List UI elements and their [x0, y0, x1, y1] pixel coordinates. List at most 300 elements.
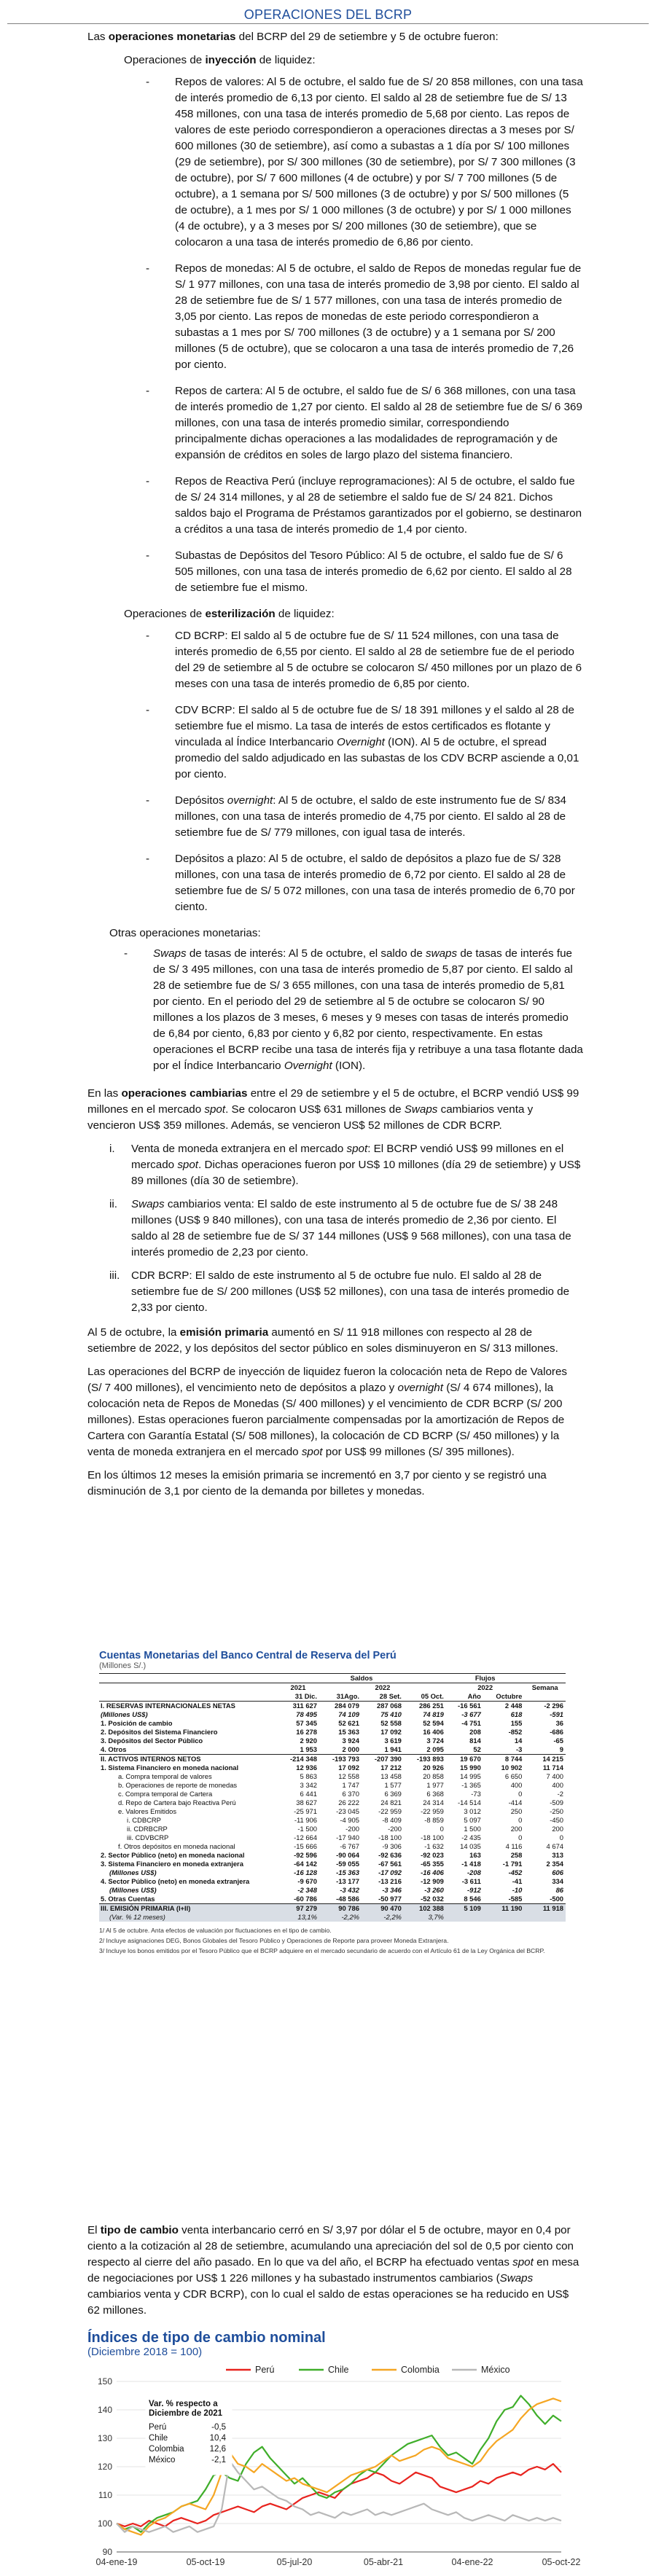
injection-post: de liquidez:	[256, 54, 316, 66]
inset-row-value: 10,4	[209, 2434, 226, 2443]
intro-post: del BCRP del 29 de setiembre y 5 de octubre fueron:	[235, 31, 499, 43]
row-label: I. RESERVAS INTERNACIONALES NETAS	[101, 1702, 235, 1710]
table-row	[99, 1825, 566, 1833]
row-label: 1. Sistema Financiero en moneda nacional	[101, 1763, 239, 1772]
table-body	[99, 1702, 566, 1922]
row-value: -912	[467, 1886, 481, 1894]
row-value: -59 055	[336, 1860, 359, 1868]
row-value: -10	[512, 1886, 523, 1894]
table-row	[99, 1710, 566, 1719]
row-value: -250	[550, 1807, 563, 1815]
sterilization-bold: esterilización	[205, 608, 276, 620]
row-value: 6 368	[426, 1790, 444, 1798]
row-value: -2,2%	[383, 1913, 402, 1921]
row-label: (Var. % 12 meses)	[109, 1913, 165, 1921]
row-value: 1 953	[300, 1745, 317, 1753]
sterilization-pre: Operaciones de	[124, 608, 206, 620]
row-label: II. ACTIVOS INTERNOS NETOS	[99, 1755, 277, 1764]
header-2022-saldos: 2022	[375, 1683, 391, 1691]
row-value: -591	[550, 1710, 563, 1718]
row-value: -18 100	[421, 1833, 444, 1841]
table-row	[99, 1763, 566, 1772]
sw-b: de tasas de interés fue de S/ 3 495 millones, con una tasa de interés promedio de 5,87 por ciento. El saldo al 28 de setiembre fue de S/ 3 655 millones, con una tasa de interés promedio de 5,81 por ciento. En el periodo del 29 de setiembre al 5 de octubre se colocaron S/ 90 millones a los plazos de 3 meses, 6 meses y 9 meses con tasas de interés promedio de 6,84 por ciento, 6,83 por ciento y 6,82 por ciento, respectivamente. En estas operaciones el BCRP recibe una tasa de interés fija y retribuye a una tasa flotante dada por el Índice Interbancario	[153, 947, 583, 1072]
col-31-dic: 31 Dic.	[294, 1692, 317, 1700]
row-value: -18 100	[378, 1833, 402, 1841]
fxi1-i: Swaps	[131, 1198, 165, 1210]
y-tick-label: 140	[97, 2405, 112, 2415]
row-value: -207 390	[362, 1755, 404, 1764]
row-label: (Millones US$)	[109, 1868, 157, 1876]
row-value: -65 355	[421, 1860, 444, 1868]
row-value	[524, 1913, 566, 1922]
table-row	[99, 1877, 566, 1886]
row-value: 334	[552, 1877, 563, 1885]
row-label: e. Valores Emitidos	[118, 1807, 177, 1815]
row-value: 814	[469, 1737, 481, 1745]
x-tick-label: 04-ene-19	[95, 2557, 138, 2567]
intro-paragraph	[87, 29, 583, 45]
row-value: 78 495	[296, 1710, 317, 1718]
other-ops-list	[87, 946, 583, 1074]
table-row	[99, 1851, 566, 1860]
fx-rate-paragraph	[87, 2223, 583, 2319]
row-value: 4 116	[505, 1842, 523, 1850]
row-value: 618	[510, 1710, 523, 1718]
row-label: c. Compra temporal de Cartera	[118, 1790, 213, 1798]
table-row	[99, 1790, 566, 1798]
row-value: 19 670	[446, 1755, 483, 1764]
table-row	[99, 1807, 566, 1816]
row-value: 6 650	[504, 1772, 523, 1780]
row-label: f. Otros depósitos en moneda nacional	[118, 1842, 235, 1850]
row-label: 4. Sector Público (neto) en moneda extranjera	[101, 1877, 250, 1885]
intro-bold: operaciones monetarias	[108, 31, 236, 43]
row-value: -13 177	[336, 1877, 359, 1885]
row-value: 24 314	[423, 1798, 444, 1806]
row-label: d. Repo de Cartera bajo Reactiva Perú	[118, 1798, 236, 1806]
fxr-i1: spot	[512, 2256, 534, 2268]
sterilization-post: de liquidez:	[275, 608, 335, 620]
row-value: 75 410	[380, 1710, 402, 1718]
fx-ops-item-spot	[109, 1141, 583, 1189]
os-b: (S/ 4 674 millones), la colocación neta de Repos de Monedas (S/ 400 millones) y el vencimiento de CDR BCRP (S/ 200 millones). Estas operaciones fueron parcialmente compensadas por la amortización de Repos de Cartera con Garantía Estatal (S/ 508 millones), la colocación de CD BCRP (S/ 450 millones) y la venta de moneda extranjera en el mercado	[87, 1382, 565, 1458]
row-label: i. CDBCRP	[127, 1816, 161, 1824]
fxi2-a: CDR BCRP: El saldo de este instrumento al 5 de octubre fue nulo. El saldo al 28 de setiembre fue de S/ 200 millones (US$ 52 millones), con una tasa de interés promedio de 2,33 por ciento.	[131, 1269, 570, 1314]
col-05-oct: 05 Oct.	[421, 1692, 444, 1700]
row-value: -92 636	[378, 1851, 402, 1859]
row-value: 2 920	[300, 1737, 317, 1745]
row-value: 2 000	[342, 1745, 359, 1753]
row-value: -2	[557, 1790, 563, 1798]
em-post: aumentó en S/ 11 918 millones con respecto al 28 de setiembre de 2022, y los depósitos del sector público en soles disminuyeron en S/ 313 millones.	[87, 1326, 558, 1355]
header-semana: Semana	[531, 1683, 558, 1691]
table-subtitle: (Millones S/.)	[99, 1661, 147, 1670]
col-28-set: 28 Set.	[379, 1692, 402, 1700]
fxo-i1: spot	[204, 1103, 226, 1116]
row-value: 5 863	[300, 1772, 317, 1780]
row-label: 2. Sector Público (neto) en moneda nacional	[101, 1851, 245, 1859]
row-value: 52 594	[423, 1719, 444, 1727]
row-value: -14 514	[458, 1798, 481, 1806]
table-row	[99, 1702, 566, 1711]
row-value: -64 142	[294, 1860, 317, 1868]
row-value: -509	[550, 1798, 563, 1806]
sw-a: de tasas de interés: Al 5 de octubre, el saldo de	[186, 947, 426, 960]
intro-pre: Las	[87, 31, 109, 43]
row-value: 14 995	[460, 1772, 481, 1780]
chart-subtitle: (Diciembre 2018 = 100)	[87, 2346, 203, 2358]
row-value: -2,2%	[341, 1913, 359, 1921]
y-tick-label: 150	[97, 2376, 112, 2387]
table-row	[99, 1737, 566, 1745]
row-value: -52 032	[421, 1895, 444, 1903]
fxr-i2: Swaps	[499, 2272, 534, 2285]
row-value: 14 215	[524, 1755, 566, 1764]
table-header-row-3	[99, 1692, 566, 1702]
row-value: 26 222	[338, 1798, 359, 1806]
legend-label: Chile	[328, 2365, 349, 2375]
row-value: -12 909	[421, 1877, 444, 1885]
table-title: Cuentas Monetarias del Banco Central de Reserva del Perú	[99, 1650, 397, 1661]
x-tick-label: 05-jul-20	[276, 2557, 313, 2567]
table-note: 3/ Incluye los bonos emitidos por el Tesoro Público que el BCRP adquiere en el mercado secundario de acuerdo con el Artículo 61 de la Ley Orgánica del BCRP.	[99, 1947, 545, 1954]
row-value: -25 971	[294, 1807, 317, 1815]
row-value: -1 365	[461, 1781, 481, 1789]
row-value: 16 278	[296, 1728, 317, 1736]
monetary-operations-section	[87, 29, 583, 1507]
row-value: 36	[555, 1719, 563, 1727]
fxo-i2: Swaps	[404, 1103, 438, 1116]
table-row	[99, 1842, 566, 1851]
row-value: -3 677	[461, 1710, 481, 1718]
injection-item-repo-valores: - Repos de valores: Al 5 de octubre, el saldo fue de S/ 20 858 millones, con una tasa de interés promedio de 6,13 por ciento. El saldo al 28 de setiembre fue de S/ 13 458 millones, con una tasa de interés promedio de 5,68 por ciento. Las repos de valores de este periodo correspondieron a operaciones directas a 3 meses por S/ 600 millones (30 de setiembre), así como a subastas a 1 día por S/ 100 millones (29 de setiembre), por S/ 300 millones (30 de setiembre), por S/ 7 300 millones (3 de octubre), por S/ 7 600 millones (4 de octubre) y por S/ 7 700 millones (5 de octubre), a 1 semana por S/ 500 millones (3 de octubre) y por S/ 500 millones (5 de octubre), a 1 mes por S/ 1 000 millones (3 de octubre) y por S/ 1 000 millones (4 de octubre), y a 3 meses por S/ 200 millones (30 de setiembre), que se colocaron a una tasa de interés promedio de 6,86 por ciento.	[146, 74, 583, 251]
row-value: -48 586	[336, 1895, 359, 1903]
row-value: -450	[550, 1816, 563, 1824]
row-value: 286 251	[418, 1702, 444, 1710]
row-value: -4 905	[340, 1816, 359, 1824]
row-value: -11 906	[294, 1816, 317, 1824]
row-value: 14 035	[460, 1842, 481, 1850]
row-value: 57 345	[296, 1719, 317, 1727]
row-value: 1 941	[384, 1745, 402, 1753]
row-value: 1 577	[384, 1781, 402, 1789]
row-value: -8 409	[382, 1816, 402, 1824]
row-value: -214 348	[277, 1755, 319, 1764]
row-label: 5. Otras Cuentas	[101, 1895, 155, 1903]
row-value: -23 045	[336, 1807, 359, 1815]
os-i2: spot	[301, 1446, 323, 1458]
row-value: -6 767	[340, 1842, 359, 1850]
row-value: 0	[518, 1790, 523, 1798]
x-tick-label: 05-abr-21	[363, 2557, 404, 2567]
row-label: 3. Depósitos del Sector Público	[101, 1737, 203, 1745]
row-value: 9	[559, 1745, 563, 1753]
row-value	[446, 1913, 483, 1922]
fxr-bold: tipo de cambio	[100, 2224, 179, 2236]
row-value: 15 990	[460, 1763, 481, 1772]
row-value: 8 744	[483, 1755, 525, 1764]
y-tick-label: 100	[97, 2518, 112, 2529]
row-label: 2. Depósitos del Sistema Financiero	[101, 1728, 218, 1736]
st2-a: Depósitos	[175, 794, 227, 807]
row-value: 0	[518, 1816, 523, 1824]
fxi0-i: spot	[346, 1143, 368, 1155]
row-value: 200	[510, 1825, 523, 1833]
y-tick-label: 110	[98, 2490, 112, 2500]
row-value: -13 216	[378, 1877, 402, 1885]
st2-b: : Al 5 de octubre, el saldo de este instrumento fue de S/ 834 millones, con una tasa de interés promedio de 4,75 por ciento. El saldo al 28 de setiembre fue de S/ 779 millones, con igual tasa de interés.	[175, 794, 566, 839]
st1-a: CDV BCRP: El saldo al 5 de octubre fue de S/ 18 391 millones y el saldo al 28 de setiembre fue el mismo. La tasa de interés de estos certificados es flotante y vinculada al Índice Interbancario	[175, 704, 574, 748]
row-value: 90 470	[362, 1904, 404, 1914]
row-value: -414	[508, 1798, 523, 1806]
legend-label: Colombia	[401, 2365, 440, 2375]
col-ano: Año	[467, 1692, 481, 1700]
row-value: 12 936	[296, 1763, 317, 1772]
row-value: -193 893	[404, 1755, 446, 1764]
row-value: 52 621	[338, 1719, 359, 1727]
em-bold: emisión primaria	[179, 1326, 269, 1339]
monetary-accounts-table-block	[99, 1650, 566, 1957]
row-value: -17 092	[378, 1868, 402, 1876]
row-value: -92 023	[421, 1851, 444, 1859]
fxi2-num: iii.	[109, 1269, 120, 1282]
row-value: 17 092	[338, 1763, 359, 1772]
row-value: -15 363	[336, 1868, 359, 1876]
fxi0-b: : El BCRP vendió US$ 99 millones en el mercado	[131, 1143, 564, 1171]
row-value: 155	[510, 1719, 523, 1727]
sterilization-item-cdv	[146, 702, 583, 783]
row-value: -1 500	[297, 1825, 317, 1833]
os-a: Las operaciones del BCRP de inyección de liquidez fueron la colocación neta de Repo de Valores (S/ 7 400 millones), el vencimiento neto de depósitos a plazo y	[87, 1366, 567, 1394]
row-value: 2 095	[426, 1745, 444, 1753]
row-value: 24 821	[380, 1798, 402, 1806]
row-value: 90 786	[319, 1904, 362, 1914]
row-value	[483, 1913, 525, 1922]
row-value: 2 448	[504, 1702, 523, 1710]
y-tick-label: 130	[97, 2433, 112, 2443]
emission-paragraph	[87, 1325, 583, 1357]
row-value: -500	[550, 1895, 563, 1903]
row-value: -208	[467, 1868, 481, 1876]
fxi1-b: cambiarios venta: El saldo de este instrumento al 5 de octubre fue de S/ 38 248 millones (US$ 9 840 millones), con una tasa de interés promedio de 2,36 por ciento. El saldo al 28 de setiembre fue de S/ 37 144 millones (US$ 9 568 millones), con una tasa de interés promedio de 2,23 por ciento.	[131, 1198, 571, 1258]
y-tick-label: 120	[97, 2462, 112, 2472]
row-value: 4 674	[546, 1842, 563, 1850]
row-value: 52	[473, 1745, 481, 1753]
table-row	[99, 1886, 566, 1895]
fxi0-c: . Dichas operaciones fueron por US$ 10 millones (día 29 de setiembre) y US$ 89 millones (día 30 de setiembre).	[131, 1159, 581, 1187]
fx-index-chart-svg	[87, 2361, 581, 2572]
os-i1: overnight	[397, 1382, 443, 1394]
legend-label: Perú	[255, 2365, 275, 2375]
row-value: 11 190	[483, 1904, 525, 1914]
row-value: 3 924	[342, 1737, 359, 1745]
st1-b: (ION). Al 5 de octubre, el spread promedio del saldo adjudicado en las subastas de los CDV BCRP asciende a 0,01 por ciento.	[175, 736, 579, 780]
col-31-ago: 31Ago.	[336, 1692, 359, 1700]
row-value: 1 500	[464, 1825, 481, 1833]
injection-pre: Operaciones de	[124, 54, 206, 66]
row-value: 20 926	[423, 1763, 444, 1772]
monetary-accounts-table	[99, 1673, 566, 1922]
row-value: 3,7%	[428, 1913, 444, 1921]
other-ops-item-swaps	[124, 946, 583, 1074]
row-value: 258	[510, 1851, 523, 1859]
other-ops-heading: Otras operaciones monetarias:	[109, 927, 261, 939]
row-value: 17 212	[380, 1763, 402, 1772]
x-tick-label: 05-oct-19	[186, 2557, 225, 2567]
row-value: -3 346	[382, 1886, 402, 1894]
row-value: 5 097	[464, 1816, 481, 1824]
inset-row-name: México	[149, 2456, 176, 2465]
injection-list	[87, 74, 583, 596]
inset-row-name: Perú	[149, 2423, 167, 2432]
row-value: 0	[559, 1833, 563, 1841]
x-tick-label: 05-oct-22	[542, 2557, 581, 2567]
y-tick-label: 90	[102, 2547, 112, 2557]
row-value: 3 012	[464, 1807, 481, 1815]
sterilization-item-overnight	[146, 793, 583, 841]
fxi0-num: i.	[109, 1143, 115, 1155]
row-value: 1 747	[342, 1781, 359, 1789]
row-value: -452	[508, 1868, 523, 1876]
sterilization-item-plazo	[146, 851, 583, 915]
table-header-row-2	[99, 1683, 566, 1693]
row-value: -3 432	[340, 1886, 359, 1894]
row-value: 5 109	[446, 1904, 483, 1914]
table-note: 2/ Incluye asignaciones DEG, Bonos Globales del Tesoro Público y Operaciones de Reporte para proveer Moneda Extranjera.	[99, 1937, 449, 1944]
row-value: 20 858	[423, 1772, 444, 1780]
fx-ops-item-swaps	[109, 1197, 583, 1261]
row-value: -2 435	[461, 1833, 481, 1841]
fxo-mid: entre el 29 de setiembre y el 5 de octubre, el BCRP vendió US$ 99 millones en el mercado	[87, 1087, 579, 1116]
row-value: -852	[508, 1728, 523, 1736]
chart-title: Índices de tipo de cambio nominal	[87, 2330, 326, 2346]
table-notes	[99, 1926, 566, 1955]
row-value: 3 619	[384, 1737, 402, 1745]
row-value: -8 859	[424, 1816, 444, 1824]
em-pre: Al 5 de octubre, la	[87, 1326, 180, 1339]
row-value: -16 406	[421, 1868, 444, 1876]
row-value: 15 363	[338, 1728, 359, 1736]
row-value: -73	[471, 1790, 481, 1798]
row-value: 400	[510, 1781, 523, 1789]
table-header-row-1	[99, 1674, 566, 1683]
header-2021: 2021	[290, 1683, 306, 1691]
row-value: 74 819	[423, 1710, 444, 1718]
table-row	[99, 1860, 566, 1868]
table-row	[99, 1728, 566, 1737]
row-value: 0	[518, 1833, 523, 1841]
row-value: 6 370	[342, 1790, 359, 1798]
fxi0-i2: spot	[177, 1159, 199, 1171]
row-label: (Millones US$)	[101, 1710, 148, 1718]
row-value: 52 558	[380, 1719, 402, 1727]
fxi0-a: Venta de moneda extranjera en el mercado	[131, 1143, 347, 1155]
st3-a: Depósitos a plazo: Al 5 de octubre, el saldo de depósitos a plazo fue de S/ 328 millones, con una tasa de interés promedio de 6,72 por ciento. El saldo al 28 de setiembre fue de S/ 5 072 millones, con una tasa de interés promedio de 6,70 por ciento.	[175, 853, 575, 913]
row-value: -3 260	[424, 1886, 444, 1894]
x-tick-label: 04-ene-22	[451, 2557, 493, 2567]
row-label: ii. CDRBCRP	[127, 1825, 168, 1833]
sterilization-item-cd	[146, 628, 583, 692]
row-value: 12 558	[338, 1772, 359, 1780]
row-value: 7 400	[546, 1772, 563, 1780]
row-value: -12 664	[294, 1833, 317, 1841]
row-label: III. EMISIÓN PRIMARIA (I+II)	[99, 1904, 277, 1914]
fx-index-chart	[87, 2361, 581, 2576]
table-row	[99, 1772, 566, 1781]
fxr-c: cambiarios venta y CDR BCRP), con lo cual el saldo de estas operaciones se ha reducido en US$ 62 millones.	[87, 2288, 569, 2317]
row-value: -67 561	[378, 1860, 402, 1868]
row-value: 74 109	[338, 1710, 359, 1718]
row-value: 17 092	[380, 1728, 402, 1736]
table-row	[99, 1719, 566, 1728]
row-value: 208	[469, 1728, 481, 1736]
injection-bold: inyección	[205, 54, 257, 66]
fx-ops-item-cdr	[109, 1268, 583, 1316]
header-2022-flujos: 2022	[477, 1683, 493, 1691]
fxo-post: cambiarios venta y vencieron US$ 359 millones. Además, se vencieron US$ 52 millones de CDR BCRP.	[87, 1103, 534, 1132]
table-row	[99, 1755, 566, 1764]
fxr-a: venta interbancario cerró en S/ 3,97 por dólar el 5 de octubre, mayor en 0,4 por ciento a la cotización al 28 de setiembre, acumulando una apreciación del sol de 0,5 por ciento con respecto al cierre del año pasado. En lo que va del año, el BCRP ha efectuado ventas	[87, 2224, 574, 2268]
inset-title: Var. % respecto a Diciembre de 2021	[149, 2400, 223, 2418]
row-value: -60 786	[294, 1895, 317, 1903]
table-row	[99, 1781, 566, 1790]
row-value: -16 561	[458, 1702, 481, 1710]
row-value: 311 627	[292, 1702, 317, 1710]
table-row	[99, 1833, 566, 1842]
row-value: 287 068	[377, 1702, 402, 1710]
row-value: 250	[510, 1807, 523, 1815]
row-value: 313	[552, 1851, 563, 1859]
row-value: 13 458	[380, 1772, 402, 1780]
inset-row-value: -0,5	[211, 2423, 226, 2432]
sterilization-list	[87, 628, 583, 915]
row-value: 6 369	[384, 1790, 402, 1798]
col-octubre: Octubre	[496, 1692, 523, 1700]
row-value: 3 342	[300, 1781, 317, 1789]
st1-i: Overnight	[337, 736, 385, 748]
injection-heading	[124, 52, 583, 68]
row-value: 10 902	[501, 1763, 523, 1772]
row-value: 163	[469, 1851, 481, 1859]
row-label: 4. Otros	[101, 1745, 127, 1753]
row-value: -1 418	[461, 1860, 481, 1868]
st2-i: overnight	[227, 794, 273, 807]
row-label: 1. Posición de cambio	[101, 1719, 173, 1727]
row-value: -193 793	[319, 1755, 362, 1764]
row-label: iii. CDVBCRP	[127, 1833, 169, 1841]
fxo-mid2: . Se colocaron US$ 631 millones de	[225, 1103, 405, 1116]
row-value: -200	[345, 1825, 359, 1833]
col-semana	[524, 1692, 566, 1702]
header-saldos: Saldos	[277, 1674, 446, 1683]
row-label: b. Operaciones de reporte de monedas	[118, 1781, 238, 1789]
table-row	[99, 1798, 566, 1807]
row-value: -9 670	[297, 1877, 317, 1885]
row-value: -41	[512, 1877, 523, 1885]
fxr-pre: El	[87, 2224, 101, 2236]
row-value: -90 064	[336, 1851, 359, 1859]
legend-label: México	[481, 2365, 510, 2375]
header-flujos: Flujos	[446, 1674, 524, 1683]
table-row	[99, 1895, 566, 1904]
table-row	[99, 1816, 566, 1825]
inset-row-value: -2,1	[211, 2456, 226, 2465]
inset-row-name: Chile	[149, 2434, 168, 2443]
row-value: -585	[508, 1895, 523, 1903]
row-value: 38 627	[296, 1798, 317, 1806]
row-value: -22 959	[421, 1807, 444, 1815]
os-c: por US$ 99 millones (S/ 395 millones).	[322, 1446, 515, 1458]
